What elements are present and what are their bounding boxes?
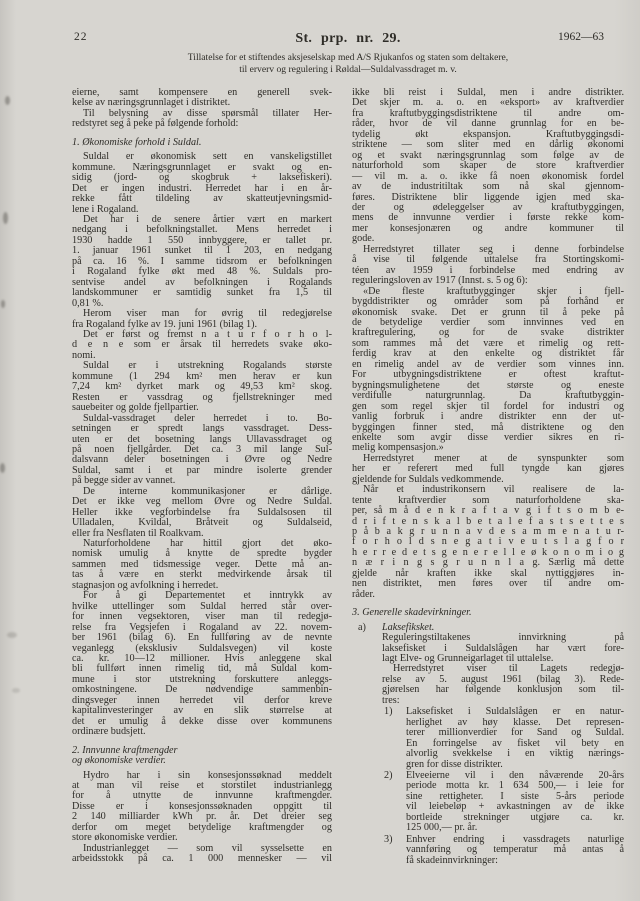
text-line: tas å være en sterkt medvirkende årsak til — [72, 569, 332, 581]
subtitle-line: til erverv og regulering i Røldal—Suldalvassdraget m. v. — [239, 63, 457, 75]
text-line: nedgang i befolkningstallet. Mens herredet i — [72, 224, 332, 236]
text-line: av de industritiltak som nå skal gjennom- — [352, 181, 624, 193]
text-line: vil leiebeløp + avkastningen av de ikke — [406, 801, 624, 813]
text-line: uten er det bosetning langs Ullavassdraget og — [72, 433, 332, 445]
text-line: dingsveger innen herredet vil derfor kreve — [72, 694, 332, 706]
text-line: melig kompensasjon.» — [352, 442, 444, 454]
text-line: ferdig krav at den enkelte og distriktet får — [352, 348, 624, 360]
text-line: Laksefisket i Suldalslågen er en natur- — [406, 706, 624, 718]
text-line: Hydro har i sin konsesjonssøknad meddelt — [83, 769, 332, 781]
text-line: en rimelig andel av de verdier som vinnes inn. — [352, 358, 624, 370]
text-line: og økonomiske verdier. — [72, 755, 166, 767]
text-line: de betydelige verdier som innvinnes ved en — [352, 316, 624, 328]
text-line: for å utnytte de innvunne kraftmengder. — [72, 790, 332, 802]
text-line: Industrianlegget — som vil sysselsette en — [83, 842, 332, 854]
text-line: råder, hvor de vil danne grunnlag for en be- — [352, 118, 624, 130]
text-line: Det er ingen industri. Herredet har i en år- — [72, 182, 332, 194]
section-heading — [72, 746, 332, 767]
text-line: mens de innvunne verdier i første rekke kom- — [352, 212, 624, 224]
text-line: gjelde når kraften ikke skal nyttiggjøres in- — [352, 567, 624, 579]
text-line: Herredstyret mener at de synspunkter som — [363, 452, 624, 464]
text-line: Reguleringstiltakenes innvirkning på — [382, 632, 624, 644]
text-line: terer millionverdier for Sand og Suldal. — [406, 727, 624, 739]
text-line: tres: — [382, 694, 400, 706]
text-line: bygningsmulighetene det største og eneste — [352, 379, 624, 391]
text-line: verdifulle naturgrunnlag. Da kraftutbyggin- — [352, 390, 624, 402]
text-line: herlighet av høy klasse. Det represen- — [406, 716, 624, 728]
text-line: kommune (1 294 km² men herav er kun — [72, 370, 332, 382]
paragraph — [72, 414, 332, 487]
list-marker: 2) — [384, 770, 393, 781]
text-line: mer konsesjonæren og andre kommuner til — [352, 222, 624, 234]
text-line: ikke bli reist i Suldal, men i andre distrikter. — [352, 87, 624, 98]
paragraph — [72, 361, 332, 413]
text-line: Elveeierne vil i den nåværende 20-års — [406, 770, 624, 781]
text-line: Laksefiksket. — [382, 621, 435, 633]
text-line: téen av 1959 i forbindelse med endring av — [352, 264, 624, 276]
numbered-item — [384, 771, 624, 834]
text-line: tente kraftverdier som naturforholdene ska- — [352, 494, 624, 506]
text-line: For utbygningsdistriktene er oftest kraftut- — [352, 369, 624, 381]
text-line: striktene — som sliter med en dårlig økonomi — [352, 139, 624, 151]
text-line: setningen er spredt langs vassdraget. Dess- — [72, 423, 332, 435]
list-marker: 3) — [384, 833, 393, 845]
text-line: For å gi Departementet et inntrykk av — [83, 590, 332, 602]
text-line: Heller ikke vegforbindelse fra Suldalsosen til — [72, 506, 332, 518]
text-line: vanlig forbruk i andre distrikter enn der ut- — [352, 411, 624, 423]
text-line: 7,24 km² dyrket mark og 49,53 km² skog. — [72, 381, 332, 393]
text-column-left — [72, 88, 332, 866]
text-line: landskommuner er samtidig sunket fra 1,5 til — [72, 287, 332, 299]
text-line: f o r h o l d s n e g a t i v e u t s l a g f o r — [352, 536, 624, 548]
text-line: Naturforholdene har hittil gjort det øko- — [83, 538, 332, 550]
list-marker: a) — [358, 621, 366, 633]
text-line: på begge sider av vannet. — [72, 475, 176, 487]
paragraph — [72, 591, 332, 737]
text-line: derfor om meget betydelige kraftmengder og — [72, 821, 332, 833]
text-line: som rammes må det være et rimelig og rett- — [352, 337, 624, 349]
text-line: omkostningene. De nødvendige sammenbin- — [72, 684, 332, 696]
numbered-item — [384, 835, 624, 866]
text-line: per, så m å d e n k r a f t a v g i f t s o m b e- — [352, 505, 624, 517]
lettered-item — [352, 623, 624, 633]
text-line: på ca. 16 %. I samme tidsrom er befolkningen — [72, 255, 332, 267]
page-number: 22 — [74, 31, 88, 43]
text-line: sine rettigheter. I siste 5-års periode — [406, 790, 624, 802]
text-line: kraftregulering, og for de svake distrikter — [352, 327, 624, 339]
text-line: tydelig økt ekspansjon. Kraftutbyggingsdi- — [352, 128, 624, 140]
paragraph — [72, 109, 332, 130]
text-line: Herredstyret viser til Lagets redegjø- — [393, 663, 624, 675]
text-line: 1. Økonomiske forhold i Suldal. — [72, 136, 202, 148]
text-line: laksefisket i Suldalslågen har vært fore- — [382, 642, 624, 654]
text-line: økonomisk svake. Det er grunn til å peke på — [352, 306, 624, 318]
paragraph — [72, 487, 332, 539]
text-line: 125 000,— pr. år. — [406, 822, 478, 834]
text-line: byggingen finner sted, må distriktene og den — [352, 421, 624, 433]
text-line: relse av 5. august 1961 (bilag 3). Rede- — [382, 673, 624, 685]
text-line: Disse er i konsesjonssøknaden oppgitt til — [72, 800, 332, 812]
paragraph — [72, 152, 332, 215]
text-line: d r i f t e n s k a l b e t a l e f a s t s e t t e s — [352, 515, 624, 527]
text-line: sidig (jord- og skogbruk + laksefiskeri). — [72, 172, 332, 184]
text-line: i Rogaland fylke økt med 48 %. Suldals pro- — [72, 266, 332, 278]
text-line: kommune. Næringsgrunnlaget er svakt og en- — [72, 161, 332, 173]
paragraph — [72, 771, 332, 844]
two-column-body — [72, 88, 624, 866]
text-line: sammen med tidsmessige veger. Dette må an- — [72, 558, 332, 570]
text-line: nomi. — [72, 349, 96, 361]
text-line: enkelte som avgir disse verdier sikres en ri- — [352, 431, 624, 443]
text-line: bygddistrikter og områder som på forhånd er — [352, 296, 624, 308]
list-marker: 1) — [384, 706, 393, 718]
text-line: her er referert med full tyngde kan gjøres — [352, 463, 624, 475]
text-line: dalsvann deler bosetningen i Øvre og Nedre — [72, 454, 332, 466]
document-subtitle — [72, 52, 624, 75]
text-line: lagt Elve- og Grunneigarlaget til uttalelse. — [382, 653, 554, 665]
text-line: for innen vegsektoren, viser man til redegjø- — [72, 611, 332, 623]
text-line: lene i Rogaland. — [72, 203, 139, 215]
paragraph — [72, 215, 332, 309]
text-line: Herom viser man for øvrig til redegjørelse — [83, 308, 332, 320]
text-line: Ulladalen, Kvildal, Bråtveit og Suldalseid, — [72, 517, 332, 529]
text-line: n æ r i n g s g r u n n l a g. Særlig må dette — [352, 557, 624, 569]
text-line: sauebeiter og golde fjellpartier. — [72, 402, 199, 414]
text-line: å vise til følgende uttalelse fra Stortingskomi- — [352, 254, 624, 266]
text-line: Når et industrikonsern vil realisere de la- — [363, 484, 624, 496]
numbered-item — [384, 707, 624, 770]
year-range: 1962—63 — [558, 31, 604, 43]
text-line: Resten er vassdrag og fjellstrekninger med — [72, 391, 332, 403]
text-line: relse fra Vegsjefen i Rogaland av 22. novem- — [72, 621, 332, 633]
text-line: gjørelsen har følgende konklusjon som til- — [382, 684, 624, 696]
text-line: gjeldende for Suldals vedkommende. — [352, 473, 504, 485]
paragraph — [352, 454, 624, 485]
sub-paragraph — [382, 633, 624, 664]
text-line: «De fleste kraftutbygginger skjer i fjell- — [363, 285, 624, 297]
text-line: at man vil reise et storstilet industrianlegg — [72, 780, 332, 791]
text-line: 1930 hadde 1 550 innbyggere, er tallet pr. — [72, 234, 332, 246]
text-line: Suldal-vassdraget deler herredet i to. Bo- — [83, 412, 332, 424]
subtitle-line: Tillatelse for et stiftendes aksjeselskap med A/S Rjukanfos og staten som deltakere, — [187, 52, 509, 63]
text-line: reguleringsloven av 1917 (Innst. s. 5 og 6): — [352, 275, 528, 287]
text-line: veganlegg (eksklusiv Suldalsvegen) vil koste — [72, 642, 332, 654]
text-line: nen distriktet, men føres over til andre om- — [352, 578, 624, 590]
paragraph — [72, 309, 332, 330]
paragraph — [352, 245, 624, 287]
text-line: kelse av næringsgrunnlaget i distriktet. — [72, 97, 231, 109]
text-line: Enhver endring i vassdragets naturlige — [406, 833, 624, 845]
section-heading — [352, 608, 624, 618]
text-line: sentvise andel av befolkningen i Rogalands — [72, 276, 332, 288]
text-line: føres. Distriktene blir liggende igjen med ska- — [352, 191, 624, 203]
text-line: — vil m. a. o. ikke få noen økonomisk fordel — [352, 170, 624, 182]
text-line: arbeidsstokk på ca. 1 000 mennesker — vil — [72, 853, 332, 865]
text-column-right — [352, 88, 624, 866]
paragraph — [352, 485, 624, 600]
text-line: der og ødeleggelser av kraftutbyggingen, — [352, 201, 624, 213]
text-line: 2 140 milliarder kWh pr. år. Det dreier seg — [72, 811, 332, 823]
text-line: gren for disse distrikter. — [406, 758, 503, 770]
text-line: naturforhold som skaper de store kraftverdier — [352, 160, 624, 172]
text-line: mune i stor utstrekning forskuttere anleggs- — [72, 673, 332, 685]
text-line: En forringelse av fisket vil bety en — [406, 737, 624, 749]
text-line: De interne kommunikasjoner er dårlige. — [83, 485, 332, 497]
text-line: 3. Generelle skadevirkninger. — [352, 607, 472, 619]
page-header — [72, 29, 624, 46]
text-line: ber 1961 (bilag 6). En fullføring av de nevnte — [72, 632, 332, 644]
text-line: periode motta kr. 1 634 500,— i leie for — [406, 780, 624, 792]
text-line: fra kraftutbyggingsdistriktene til andre om- — [352, 107, 624, 119]
text-line: stagnasjon og avfolkning i herredet. — [72, 579, 219, 591]
text-line: gen som regel skjer til fordel for industri og — [352, 400, 624, 412]
paragraph — [72, 88, 332, 109]
text-line: ca. kr. 10—12 millioner. Hvis anleggene skal — [72, 653, 332, 665]
text-line: rekke fått tildeling av skatteutjevningsmid- — [72, 193, 332, 205]
text-line: h e r r e d e t s g e n e r e l l e ø k o n o m i o g — [352, 546, 624, 558]
text-line: på noen fjellgårder. Det ca. 3 mil lange Sul- — [72, 443, 332, 455]
text-line: kapitalinvesteringer av en slik størrelse at — [72, 705, 332, 717]
text-line: Herredstyret tillater seg i denne forbindelse — [363, 243, 624, 255]
text-line: 1. januar 1961 sunket til 1 203, en nedgang — [72, 245, 332, 257]
text-line: bli fullført innen rimelig tid, må Suldal kom- — [72, 663, 332, 675]
document-title: St. prp. nr. 29. — [295, 31, 401, 46]
text-line: Suldal er i utstrekning Rogalands største — [83, 360, 332, 372]
text-line: det er umulig å dekke disse over kommunens — [72, 715, 332, 727]
text-line: Det er ikke veg mellom Øvre og Nedre Suldal. — [72, 496, 332, 508]
text-line: Suldal, samt i et par mindre isolerte grender — [72, 464, 332, 476]
text-line: gode. — [352, 233, 375, 245]
text-line: ordinære budsjett. — [72, 726, 146, 738]
paragraph — [352, 88, 624, 245]
text-line: alvorlig svekkelse i en viktig nærings- — [406, 748, 624, 760]
text-line: 2. Innvunne kraftmengder — [72, 744, 178, 756]
text-line: få skadeinnvirkninger: — [406, 854, 498, 866]
text-line: råder. — [352, 588, 375, 600]
text-line: d e n e som er årsak til herredets svake øko- — [72, 339, 332, 351]
sub-paragraph — [382, 664, 624, 706]
text-line: Det skjer m. a. o. en «eksport» av kraftverdier — [352, 97, 624, 109]
text-line: Det har i de senere årtier vært en markert — [83, 213, 332, 225]
text-line: Suldal er økonomisk sett en vanskeligstillet — [83, 151, 332, 163]
text-line: p å b a k g r u n n a v d e s a m m e n a t u r- — [352, 526, 624, 538]
paragraph — [72, 844, 332, 865]
text-line: Til belysning av disse spørsmål tillater Her- — [83, 107, 332, 119]
text-line: bortleide strekninger utgjøre ca. kr. — [406, 811, 624, 823]
text-line: og et svakt næringsgrunnlag som følge av de — [352, 149, 624, 161]
section-heading — [72, 138, 332, 148]
paragraph — [352, 287, 624, 454]
text-line: store økonomiske verdier. — [72, 832, 178, 844]
paragraph — [72, 330, 332, 361]
text-line: fra Rogaland fylke av 19. juni 1961 (bilag 1). — [72, 318, 258, 330]
paragraph — [72, 539, 332, 591]
text-line: Det er først og fremst n a t u r f o r h o l- — [83, 328, 332, 340]
text-line: eller fra Nesflaten til Roalkvam. — [72, 527, 204, 539]
text-line: 0,81 %. — [72, 297, 104, 309]
text-line: redstyret seg å peke på følgende forhold: — [72, 118, 239, 130]
text-line: eierne, samt kompensere en generell svek- — [72, 87, 332, 98]
text-line: vannføring og temperatur må antas å — [406, 844, 624, 856]
text-line: nomisk umulig å knytte de spredte bygder — [72, 548, 332, 560]
text-line: hvilke uttellinger som Suldal herred står over- — [72, 600, 332, 612]
